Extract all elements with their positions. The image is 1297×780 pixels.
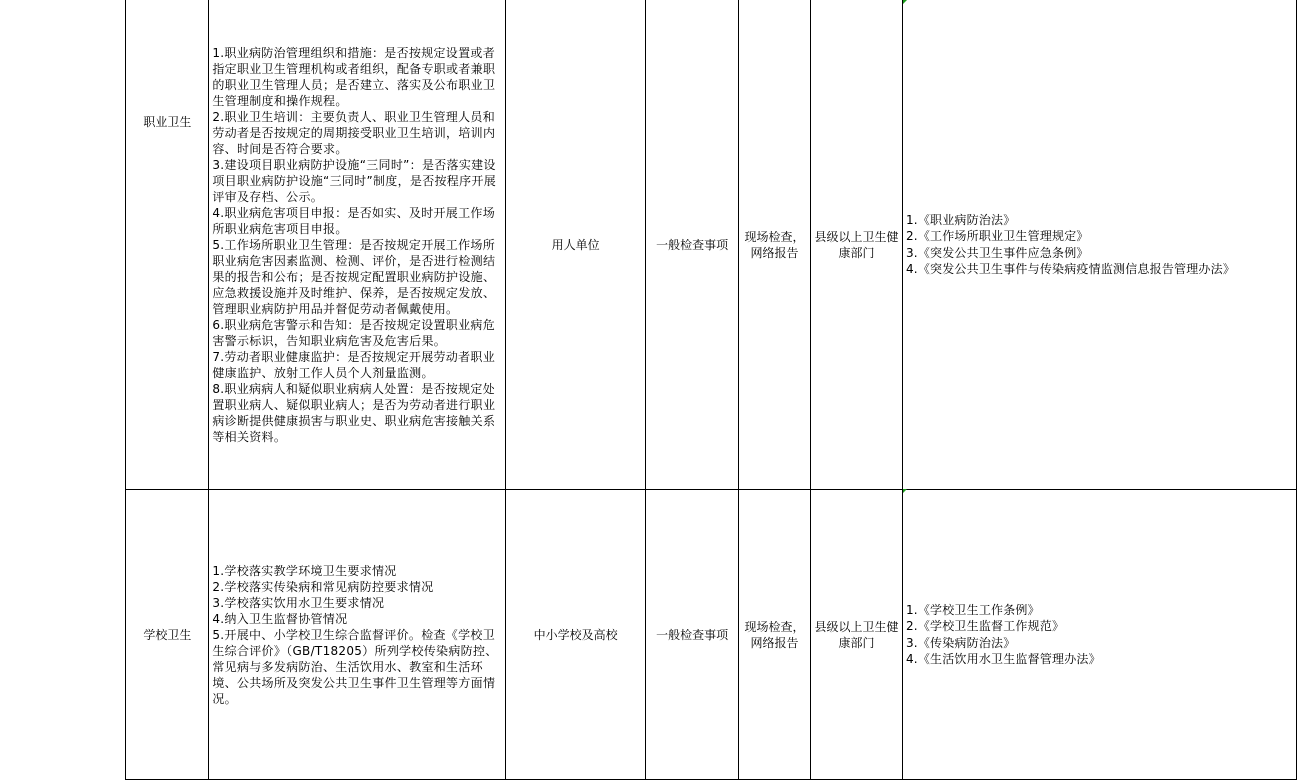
laws-cell[interactable] xyxy=(902,490,1296,780)
method-cell[interactable] xyxy=(739,0,811,490)
target-text: 中小学校及高校 xyxy=(533,627,618,642)
law-item: 1.《职业病防治法》 xyxy=(905,212,1016,227)
item-text: 2.职业卫生培训：主要负责人、职业卫生管理人员和劳动者是否按规定的周期接受职业卫生培训，培训内容、时间是否符合要求。 xyxy=(212,109,496,156)
law-item: 3.《传染病防治法》 xyxy=(905,635,1016,650)
table-row[interactable] xyxy=(0,490,1297,780)
law-item: 4.《生活饮用水卫生监督管理办法》 xyxy=(905,652,1101,666)
inspection-items-cell[interactable] xyxy=(209,0,506,490)
item-text: 7.劳动者职业健康监护：是否按规定开展劳动者职业健康监护、放射工作人员个人剂量监测。 xyxy=(212,349,496,380)
inspection-items-cell[interactable] xyxy=(209,490,506,780)
item-text: 2.学校落实传染病和常见病防控要求情况 xyxy=(212,579,434,594)
department-text: 县级以上卫生健康部门 xyxy=(814,229,899,260)
law-item: 2.《学校卫生监督工作规范》 xyxy=(905,619,1065,633)
type-text: 一般检查事项 xyxy=(656,627,729,642)
category-cell[interactable] xyxy=(126,0,209,490)
cell-comment-marker xyxy=(903,0,907,4)
category-text: 职业卫生 xyxy=(143,115,192,129)
category-cell[interactable] xyxy=(126,490,209,780)
item-text: 1.学校落实教学环境卫生要求情况 xyxy=(212,563,397,578)
item-text: 5.工作场所职业卫生管理：是否按规定开展工作场所职业病危害因素监测、检测、评价，是否进行检测结果的报告和公布；是否按规定配置职业病防护设施、应急救援设施并及时维护、保养，是否按规定发放、管理职业病防护用品并督促劳动者佩戴使用。 xyxy=(212,237,496,316)
inspection-items xyxy=(209,563,505,707)
law-item: 1.《学校卫生工作条例》 xyxy=(905,602,1040,617)
inspection-items xyxy=(209,45,505,445)
blank-cell[interactable] xyxy=(0,490,126,780)
item-text: 5.开展中、小学校卫生综合监督评价。检查《学校卫生综合评价》（GB/T18205）所列学校传染病防控、常见病与多发病防治、生活饮用水、教室和生活环境、公共场所及突发公共卫生事件卫生管理等方面情况。 xyxy=(212,627,498,706)
law-item: 3.《突发公共卫生事件应急条例》 xyxy=(905,245,1089,260)
item-text: 3.建设项目职业病防护设施“三同时”：是否落实建设项目职业病防护设施“三同时”制度，是否按程序开展评审及存档、公示。 xyxy=(212,157,496,204)
item-text: 8.职业病病人和疑似职业病病人处置：是否按规定处置职业病人、疑似职业病人；是否为劳动者进行职业病诊断提供健康损害与职业史、职业病危害接触关系等相关资料。 xyxy=(212,381,496,444)
laws-list xyxy=(903,602,1296,668)
item-text: 6.职业病危害警示和告知：是否按规定设置职业病危害警示标识，告知职业病危害及危害后果。 xyxy=(212,317,496,348)
type-cell[interactable] xyxy=(646,0,739,490)
item-text: 4.纳入卫生监督协管情况 xyxy=(212,611,348,626)
laws-list xyxy=(903,212,1296,278)
law-item: 2.《工作场所职业卫生管理规定》 xyxy=(905,229,1089,243)
law-item: 4.《突发公共卫生事件与传染病疫情监测信息报告管理办法》 xyxy=(905,262,1236,276)
item-text: 3.学校落实饮用水卫生要求情况 xyxy=(212,595,385,610)
target-cell[interactable] xyxy=(506,0,646,490)
method-text: 现场检查，网络报告 xyxy=(744,229,805,260)
target-text: 用人单位 xyxy=(551,237,600,252)
item-text: 4.职业病危害项目申报：是否如实、及时开展工作场所职业病危害项目申报。 xyxy=(212,205,496,236)
laws-cell[interactable] xyxy=(902,0,1296,490)
department-cell[interactable] xyxy=(811,490,903,780)
cell-comment-marker xyxy=(903,489,907,493)
department-text: 县级以上卫生健康部门 xyxy=(814,619,899,650)
target-cell[interactable] xyxy=(506,490,646,780)
type-cell[interactable] xyxy=(646,490,739,780)
method-cell[interactable] xyxy=(739,490,811,780)
type-text: 一般检查事项 xyxy=(656,237,729,252)
item-text: 1.职业病防治管理组织和措施：是否按规定设置或者指定职业卫生管理机构或者组织，配备专职或者兼职的职业卫生管理人员；是否建立、落实及公布职业卫生管理制度和操作规程。 xyxy=(212,45,496,108)
blank-cell[interactable] xyxy=(0,0,126,490)
department-cell[interactable] xyxy=(811,0,903,490)
method-text: 现场检查，网络报告 xyxy=(744,619,805,650)
category-text: 学校卫生 xyxy=(143,627,192,642)
